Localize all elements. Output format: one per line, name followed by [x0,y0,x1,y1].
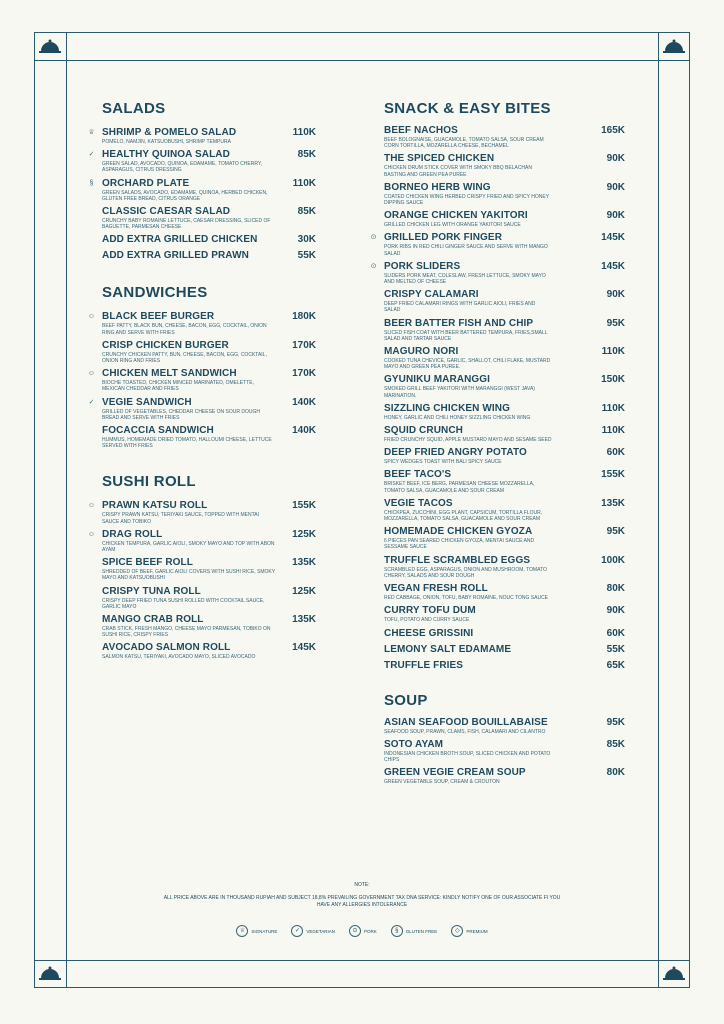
menu-item [87,500,316,525]
menu-item-price: 30K [297,234,316,246]
menu-item-price: 145K [292,642,316,654]
menu-item-name: DEEP FRIED ANGRY POTATO [384,447,527,459]
menu-item-name: VEGIE TACOS [384,497,453,509]
salads-list [88,127,316,262]
menu-item-price: 170K [292,368,316,380]
menu-item [87,368,316,393]
menu-item-name: CLASSIC CAESAR SALAD [102,206,231,218]
menu-item [384,403,626,421]
sandwiches-list [87,311,316,450]
menu-item-price: 60K [606,627,625,639]
menu-item [370,232,626,257]
menu-item [102,339,316,365]
menu-item-description: BEEF BOLOGNAISE, GUACAMOLE, TOMATO SALSA, SOUR CREAM CORN TORTILLA, MOZARELLA CHEESE, BECHAMEL [384,137,544,150]
menu-item-description: SMOKED GRILL BEEF YAKITORI WITH MARANGGI (WEST JAVA) MARINATION. [384,386,535,399]
menu-item-name: AVOCADO SALMON ROLL [102,642,231,654]
menu-badge-icon: ☺ [87,530,96,538]
menu-item-name: THE SPICED CHICKEN [384,153,495,165]
menu-item-description: SLIDERS PORK MEAT, COLESLAW, FRESH LETTUCE, SMOKY MAYO AND MELTED OF CHEESE [384,272,546,286]
menu-item-price: 55K [297,250,316,262]
menu-item-price: 125K [292,585,316,597]
menu-item [384,526,626,550]
cloche-icon [663,39,685,53]
menu-item-price: 90K [606,605,625,617]
cloche-icon [39,966,61,980]
menu-item-description: GRILLED CHICKEN LEG WITH ORANGE YAKITORI SAUCE [384,222,521,229]
menu-item-price: 85K [297,206,316,218]
menu-item-description: SEAFOOD SOUP, PRAWN, CLAMS, FISH, CALAMARI AND CILANTRO [384,728,546,735]
menu-item-name: CHICKEN MELT SANDWICH [102,368,237,380]
menu-item [88,149,316,174]
menu-item-name: FOCACCIA SANDWICH [102,425,214,437]
menu-item-name: DRAG ROLL [102,528,163,540]
menu-item-name: HEALTHY QUINOA SALAD [102,149,230,161]
menu-item-name: GYUNIKU MARANGGI [384,374,491,386]
menu-badge-icon: ♕ [88,129,95,136]
menu-item-description: CRAB STICK, FRESH MANGO, CHEESE MAYO PARMESAN, TOBIKO ON SUSHI RICE, CRISPY FRIES [102,626,271,639]
menu-item-description: FRIED CRUNCHY SQUID, APPLE MUSTARD MAYO AND SESAME SEED [384,437,552,444]
bottom-divider [34,960,690,961]
menu-item-name: TRUFFLE FRIES [384,659,464,671]
menu-item-price: 90K [606,153,625,165]
menu-item [384,182,626,206]
menu-item-price: 85K [606,738,625,750]
menu-item-description: POMELO, NAMJIN, KATSUOBUSHI, SHRIMP TEMPURA [102,139,231,145]
menu-item [384,767,626,785]
legend [0,925,724,937]
menu-item [384,447,626,465]
menu-item-name: BLACK BEEF BURGER [102,311,215,323]
menu-item-name: ADD EXTRA GRILLED CHICKEN [102,234,258,246]
menu-item-price: 150K [601,374,625,386]
menu-item-name: SOTO AYAM [384,738,444,750]
menu-item [384,289,626,313]
menu-item-description: BRISKET BEEF, ICE BERG, PARMESAN CHEESE MOZZARELLA, TOMATO SALSA, GUACAMOLE AND SOUR CREAM [384,481,535,494]
menu-item [384,605,626,623]
menu-item-description: CHICKEN DRUM STICK COVER WITH SMOKY BBQ BELACHAN BASTING AND GREEN PEA PUREE [384,165,532,178]
menu-item-name: CRISPY CALAMARI [384,289,479,301]
left-column [87,100,316,665]
menu-item [87,528,316,554]
menu-item-description: INDONESIAN CHICKEN BROTH SOUP, SLICED CHICKEN AND POTATO CHIPS [384,750,551,763]
menu-item-description: GREEN SALAD, AVOCADO, QUINOA, EDAMAME, TOMATO CHERRY, ASPARAGUS, CITRUS DRESSING [102,161,262,174]
menu-item-price: 65K [606,659,625,671]
menu-item [384,318,626,342]
menu-item-price: 85K [297,149,316,161]
cloche-icon [39,39,61,53]
menu-item-price: 95K [606,317,625,329]
legend-icon: ✓ [291,925,303,937]
menu-item [88,127,316,145]
menu-item-description: SLICED FISH COAT WITH BEER BATTERED TEMPURA, FRIES,SMALL SALAD AND TARTAR SAUCE [384,329,548,342]
menu-item-description: CHICKPEA, ZUCCHINI, EGG PLANT, CAPSICUM, TORTILLA FLOUR, MOZZARELLA, TOMATO SALSA, GUACAMOLE AND SOUR CREAM [384,509,543,523]
menu-badge-icon: ☺ [87,502,96,510]
menu-item-price: 140K [292,425,316,437]
section-title-sandwiches: SANDWICHES [102,284,208,302]
menu-item-price: 110K [601,425,625,437]
legend-item [236,925,277,937]
menu-badge-icon: ☺ [87,370,96,378]
menu-item-description: BIOCHE TOASTED, CHICKEN MINCED MARINATED, OMELETTE, MEXICAN CHEDDAR AND FRIES [102,380,254,393]
legend-label: PREMIUM [466,928,488,934]
menu-item-price: 170K [292,339,316,351]
menu-item-price: 140K [292,396,316,408]
menu-item [370,260,626,286]
menu-item-name: ORCHARD PLATE [102,177,190,189]
menu-item-description: CHICKEN TEMPURA, GARLIC AIOLI, SMOKY MAYO AND TOP WITH ABON AYAM [102,540,275,554]
menu-item-price: 145K [601,260,625,272]
menu-item-description: HONEY, GARLIC AND CHILI HONEY SIZZLING CHICKEN WING [384,414,531,421]
menu-item-description: COOKED TUNA CHEVICE, GARLIC, SHALLOT, CHILI FLAKE, MUSTARD MAYO AND GREEN PEA PUREE. [384,358,551,371]
menu-item-price: 180K [292,311,316,323]
menu-item-price: 55K [606,643,625,655]
menu-item [102,250,316,262]
right-column [370,100,626,789]
menu-item-name: CURRY TOFU DUM [384,605,476,617]
soup-list [384,717,626,786]
menu-item-description: SHREDDED OF BEEF, GARLIC AIOLI COVERS WITH SUSHI RICE, SMOKY MAYO AND KATSUOBUSHI [102,569,275,582]
legend-icon: § [391,925,403,937]
menu-badge-icon: ☺ [87,313,96,321]
menu-item-price: 135K [292,557,316,569]
legend-label: SIGNATURE [251,928,278,934]
menu-item-description: SPICY WEDGES TOAST WITH BALI SPICY SAUCE [384,459,502,466]
menu-item [384,660,626,672]
menu-item-price: 110K [601,346,625,358]
menu-item [102,425,316,450]
menu-item-description: 6 PIECES PAN SEARED CHICKEN GYOZA, MENTAI SAUCE AND SESSAME SAUCE [384,538,535,551]
menu-item-name: VEGIE SANDWICH [102,396,192,408]
menu-item-price: 135K [292,614,316,626]
menu-item [102,642,316,661]
menu-item [384,583,626,601]
menu-item-description: GREEN SALADS, AVOCADO, EDAMAME, QUINOA, HERBED CHICKEN, GLUTEN FREE BREAD, CITRUS ORANGE [102,189,268,202]
menu-item-name: ADD EXTRA GRILLED PRAWN [102,250,249,262]
menu-item-name: PRAWN KATSU ROLL [102,500,208,512]
menu-item-name: PORK SLIDERS [384,260,461,272]
menu-item [87,311,316,336]
legend-label: PORK [364,928,377,934]
menu-badge-icon: ✓ [88,398,95,406]
menu-item-description: SALMON KATSU, TERIYAKI, AVOCADO MAYO, SLICED AVOCADO [102,654,256,661]
menu-item-name: SPICE BEEF ROLL [102,557,193,569]
section-title-salads: SALADS [102,100,166,117]
legend-item [391,925,438,937]
menu-item-description: BEEF PATTY, BLACK BUN, CHEESE, BACON, EGG, COCKTAIL, ONION RING AND SERVE WITH FRIES [102,323,267,336]
menu-item [384,153,626,177]
top-divider [34,60,690,61]
menu-item-description: PORK RIBS IN RED CHILI GINGER SAUCE AND SERVE WITH MANGO SALAD [384,244,548,257]
left-divider [66,32,67,988]
menu-item-price: 110K [292,127,316,138]
menu-item [384,644,626,656]
menu-item-description: SCRAMBLED EGG, ASPARAGUS, ONION AND MUSHROOM, TOMATO CHERRY, SALADS AND SOUR DOUGH [384,566,547,579]
menu-badge-icon: ⊙ [370,262,377,270]
section-title-sushi: SUSHI ROLL [102,473,196,491]
menu-item-name: GREEN VEGIE CREAM SOUP [384,767,526,779]
menu-item-description: CRISPY DEEP FRIED TUNA SUSHI ROLLED WITH COCKTAIL SAUCE, GARLIC MAYO [102,597,265,610]
menu-item [89,177,316,202]
menu-item [102,206,316,231]
legend-item [349,925,377,937]
menu-item [384,717,626,735]
menu-item [384,469,626,493]
legend-label: GLUTEN FREE [405,928,438,934]
menu-item [102,234,316,246]
menu-item [88,396,316,421]
menu-item-price: 60K [606,447,625,459]
menu-item-name: BEEF NACHOS [384,125,458,136]
menu-item-price: 110K [292,177,316,189]
menu-item [384,346,626,370]
menu-item-description: DEEP FRIED CALAMARI RINGS WITH GARLIC AIOLI, FRIES AND SALAD [384,301,536,314]
menu-item-name: BORNEO HERB WING [384,181,491,193]
menu-item [102,585,316,610]
legend-icon: ⊙ [349,925,361,937]
menu-badge-icon: § [89,179,94,187]
menu-item-name: MANGO CRAB ROLL [102,614,204,626]
menu-item-price: 90K [606,181,625,193]
legend-icon: ◇ [451,925,463,937]
menu-badge-icon: ⊙ [370,234,377,242]
menu-item [384,125,626,149]
cloche-icon [663,966,685,980]
legend-icon: ♕ [236,925,248,937]
menu-item-description: GRILLED OF VEGETABLES, CHEDDAR CHEESE ON SOUR DOUGH BREAD AND SERVE WITH FRIES [102,408,260,421]
menu-item-price: 80K [606,583,625,595]
menu-item-name: CHEESE GRISSINI [384,627,474,639]
note-title: NOTE: [354,882,370,888]
menu-item-price: 135K [601,497,625,509]
menu-item [384,498,626,522]
menu-item [384,628,626,640]
menu-item-name: BEEF TACO'S [384,469,452,481]
menu-item-price: 90K [606,210,625,222]
menu-item-price: 100K [601,554,625,566]
menu-badge-icon: ✓ [88,151,95,159]
menu-item [102,614,316,639]
menu-item-price: 145K [601,232,625,244]
menu-item [384,374,626,398]
legend-item [291,925,335,937]
menu-item [384,425,626,443]
menu-item-description: HUMMUS, HOMEMADE DRIED TOMATO, HALLOUMI CHEESE, LETTUCE SERVED WITH FRIES [102,437,272,450]
section-title-snack: SNACK & EASY BITES [384,100,551,117]
menu-item-price: 95K [606,716,625,728]
menu-item-description: CRISPY PRAWN KATSU, TERIYAKI SAUCE, TOPPED WITH MENTAI SAUCE AND TOBIKO [102,512,259,525]
menu-item-name: SIZZLING CHICKEN WING [384,402,510,414]
note-text: ALL PRICE ABOVE ARE IN THOUSAND RUPIAH AND SUBJECT 18,8% PREVAILING GOVERNMENT TAX DNA SERVICE: KINDLY NOTIFY ONE OF OUR ASSOCIATE FI YOU HAVE ANY ALLERGIES INTOLERANCE [163,895,561,908]
menu-item [384,210,626,228]
legend-item [451,925,487,937]
menu-item-name: SQUID CRUNCH [384,425,463,437]
snack-list [370,125,626,672]
menu-item-name: BEER BATTER FISH AND CHIP [384,317,534,329]
menu-item-price: 155K [601,469,625,481]
menu-item-name: MAGURO NORI [384,346,459,358]
menu-item-name: GRILLED PORK FINGER [384,232,503,244]
right-divider [658,32,659,988]
menu-item-price: 125K [292,528,316,540]
menu-item-price: 95K [606,526,625,538]
menu-item-name: CRISPY TUNA ROLL [102,585,201,597]
menu-item-name: ASIAN SEAFOOD BOUILLABAISE [384,716,548,728]
menu-item-description: TOFU, POTATO AND CURRY SAUCE [384,617,470,624]
menu-item [102,557,316,582]
menu-item-price: 110K [601,402,625,414]
menu-item-name: VEGAN FRESH ROLL [384,583,488,595]
menu-item-name: LEMONY SALT EDAMAME [384,643,512,655]
legend-label: VEGETARIAN [306,928,336,934]
section-title-soup: SOUP [384,691,428,709]
menu-item [384,739,626,763]
menu-item-description: COATED CHICKEN WING HERBED CRISPY FRIED AND SPICY HONEY DIPPING SAUCE [384,193,549,207]
menu-item-name: CRISP CHICKEN BURGER [102,339,229,351]
menu-item-description: RED CABBAGE, ONION, TOFU, BABY ROMAINE, NOUC TONG SAUCE [384,595,549,602]
menu-item-name: HOMEMADE CHICKEN GYOZA [384,526,533,538]
menu-item-name: ORANGE CHICKEN YAKITORI [384,210,528,222]
menu-item [384,555,626,579]
menu-item-name: TRUFFLE SCRAMBLED EGGS [384,554,531,566]
sushi-list [87,500,316,661]
menu-item-description: CRUNCHY CHICKEN PATTY, BUN, CHEESE, BACON, EGG, COCKTAIL, ONION RING AND FRIES [102,351,267,365]
menu-item-price: 80K [606,767,625,779]
menu-item-description: CRUNCHY BABY ROMAINE LETTUCE, CAESAR DRESSING, SLICED OF BAGUETTE, PARMESAN CHEESE [102,218,271,231]
menu-item-price: 165K [601,125,625,136]
menu-item-price: 90K [606,289,625,301]
menu-item-name: SHRIMP & POMELO SALAD [102,127,237,138]
menu-item-description: GREEN VEGETABLE SOUP, CREAM & CROUTON [384,779,500,786]
menu-item-price: 155K [292,500,316,512]
